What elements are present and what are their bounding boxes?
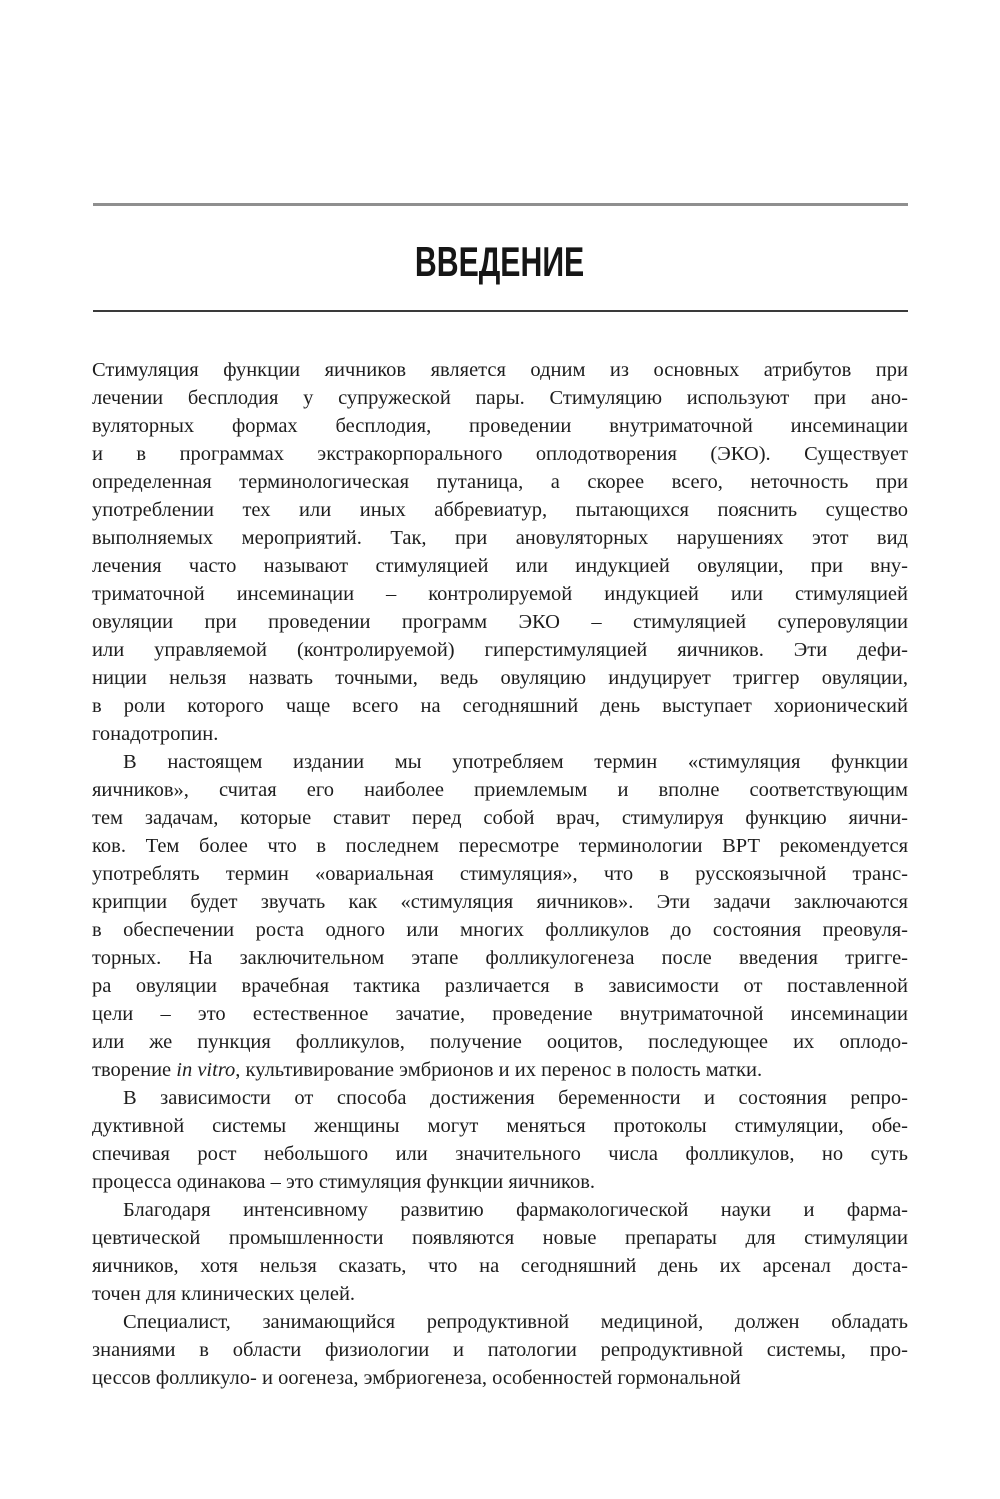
chapter-title-text: ВВЕДЕНИЕ [415,238,585,285]
text-line: Стимуляция функции яичников является одним из основных атрибутов при [92,359,908,381]
text-line: лечении бесплодия у супружеской пары. Стимуляцию используют при ано- [92,387,908,409]
text-line: знаниями в области физиологии и патологии репродуктивной системы, про- [92,1339,908,1361]
text-line: торных. На заключительном этапе фолликулогенеза после введения тригге- [92,947,908,969]
text-line: триматочной инсеминации – контролируемой индукцией или стимуляцией [92,583,908,605]
text-line: цессов фолликуло- и оогенеза, эмбриогенеза, особенностей гормональной [92,1367,741,1389]
text-line: творение in vitro, культивирование эмбрионов и их перенос в полость матки. [92,1059,763,1081]
text-line: гонадотропин. [92,723,219,745]
text-line: овуляции при проведении программ ЭКО – стимуляцией суперовуляции [92,611,908,633]
chapter-title [0,238,1000,285]
paragraph [92,356,908,748]
text-line: спечивая рост небольшого или значительного числа фолликулов, но суть [92,1143,908,1165]
text-line: или же пункция фолликулов, получение ооцитов, последующее их оплодо- [92,1031,908,1053]
text-line: яичников», считая его наиболее приемлемым и вполне соответствующим [92,779,908,801]
text-line: точен для клинических целей. [92,1283,356,1305]
italic-latin-term: in vitro [176,1059,236,1081]
text-line: выполняемых мероприятий. Так, при ановуляторных нарушениях этот вид [92,527,908,549]
text-line: и в программах экстракорпорального оплодотворения (ЭКО). Существует [92,443,908,465]
text-line: лечения часто называют стимуляцией или индукцией овуляции, при вну- [92,555,908,577]
paragraph [92,1084,908,1196]
text-line: цевтической промышленности появляются новые препараты для стимуляции [92,1227,908,1249]
paragraph [92,748,908,1084]
header-rule-top [93,203,908,206]
text-line: крипции будет звучать как «стимуляция яичников». Эти задачи заключаются [92,891,908,913]
text-line: в обеспечении роста одного или многих фолликулов до состояния преовуля- [92,919,908,941]
text-line: ков. Тем более что в последнем пересмотре терминологии ВРТ рекомендуется [92,835,908,857]
text-line: тем задачам, которые ставит перед собой врач, стимулируя функцию яични- [92,807,908,829]
paragraph [92,1308,908,1392]
text-line: Благодаря интенсивному развитию фармакологической науки и фарма- [123,1199,908,1221]
text-line: Специалист, занимающийся репродуктивной медициной, должен обладать [123,1311,908,1333]
text-line: определенная терминологическая путаница, а скорее всего, неточность при [92,471,908,493]
text-line: ра овуляции врачебная тактика различается в зависимости от поставленной [92,975,908,997]
text-line: в роли которого чаще всего на сегодняшний день выступает хорионический [92,695,908,717]
body-text [92,356,908,1392]
text-line: дуктивной системы женщины могут меняться протоколы стимуляции, обе- [92,1115,908,1137]
text-line: ниции нельзя назвать точными, ведь овуляцию индуцирует триггер овуляции, [92,667,908,689]
text-line: В настоящем издании мы употребляем термин «стимуляция функции [123,751,908,773]
text-line: или управляемой (контролируемой) гиперстимуляцией яичников. Эти дефи- [92,639,908,661]
text-line: вуляторных формах бесплодия, проведении внутриматочной инсеминации [92,415,908,437]
paragraph [92,1196,908,1308]
text-line: употреблять термин «овариальная стимуляция», что в русскоязычной транс- [92,863,908,885]
text-line: употреблении тех или иных аббревиатур, пытающихся пояснить существо [92,499,908,521]
text-line: процесса одинакова – это стимуляция функции яичников. [92,1171,596,1193]
text-line: яичников, хотя нельзя сказать, что на сегодняшний день их арсенал доста- [92,1255,908,1277]
text-line: В зависимости от способа достижения беременности и состояния репро- [123,1087,908,1109]
text-line: цели – это естественное зачатие, проведение внутриматочной инсеминации [92,1003,908,1025]
header-rule-bottom [93,310,908,312]
